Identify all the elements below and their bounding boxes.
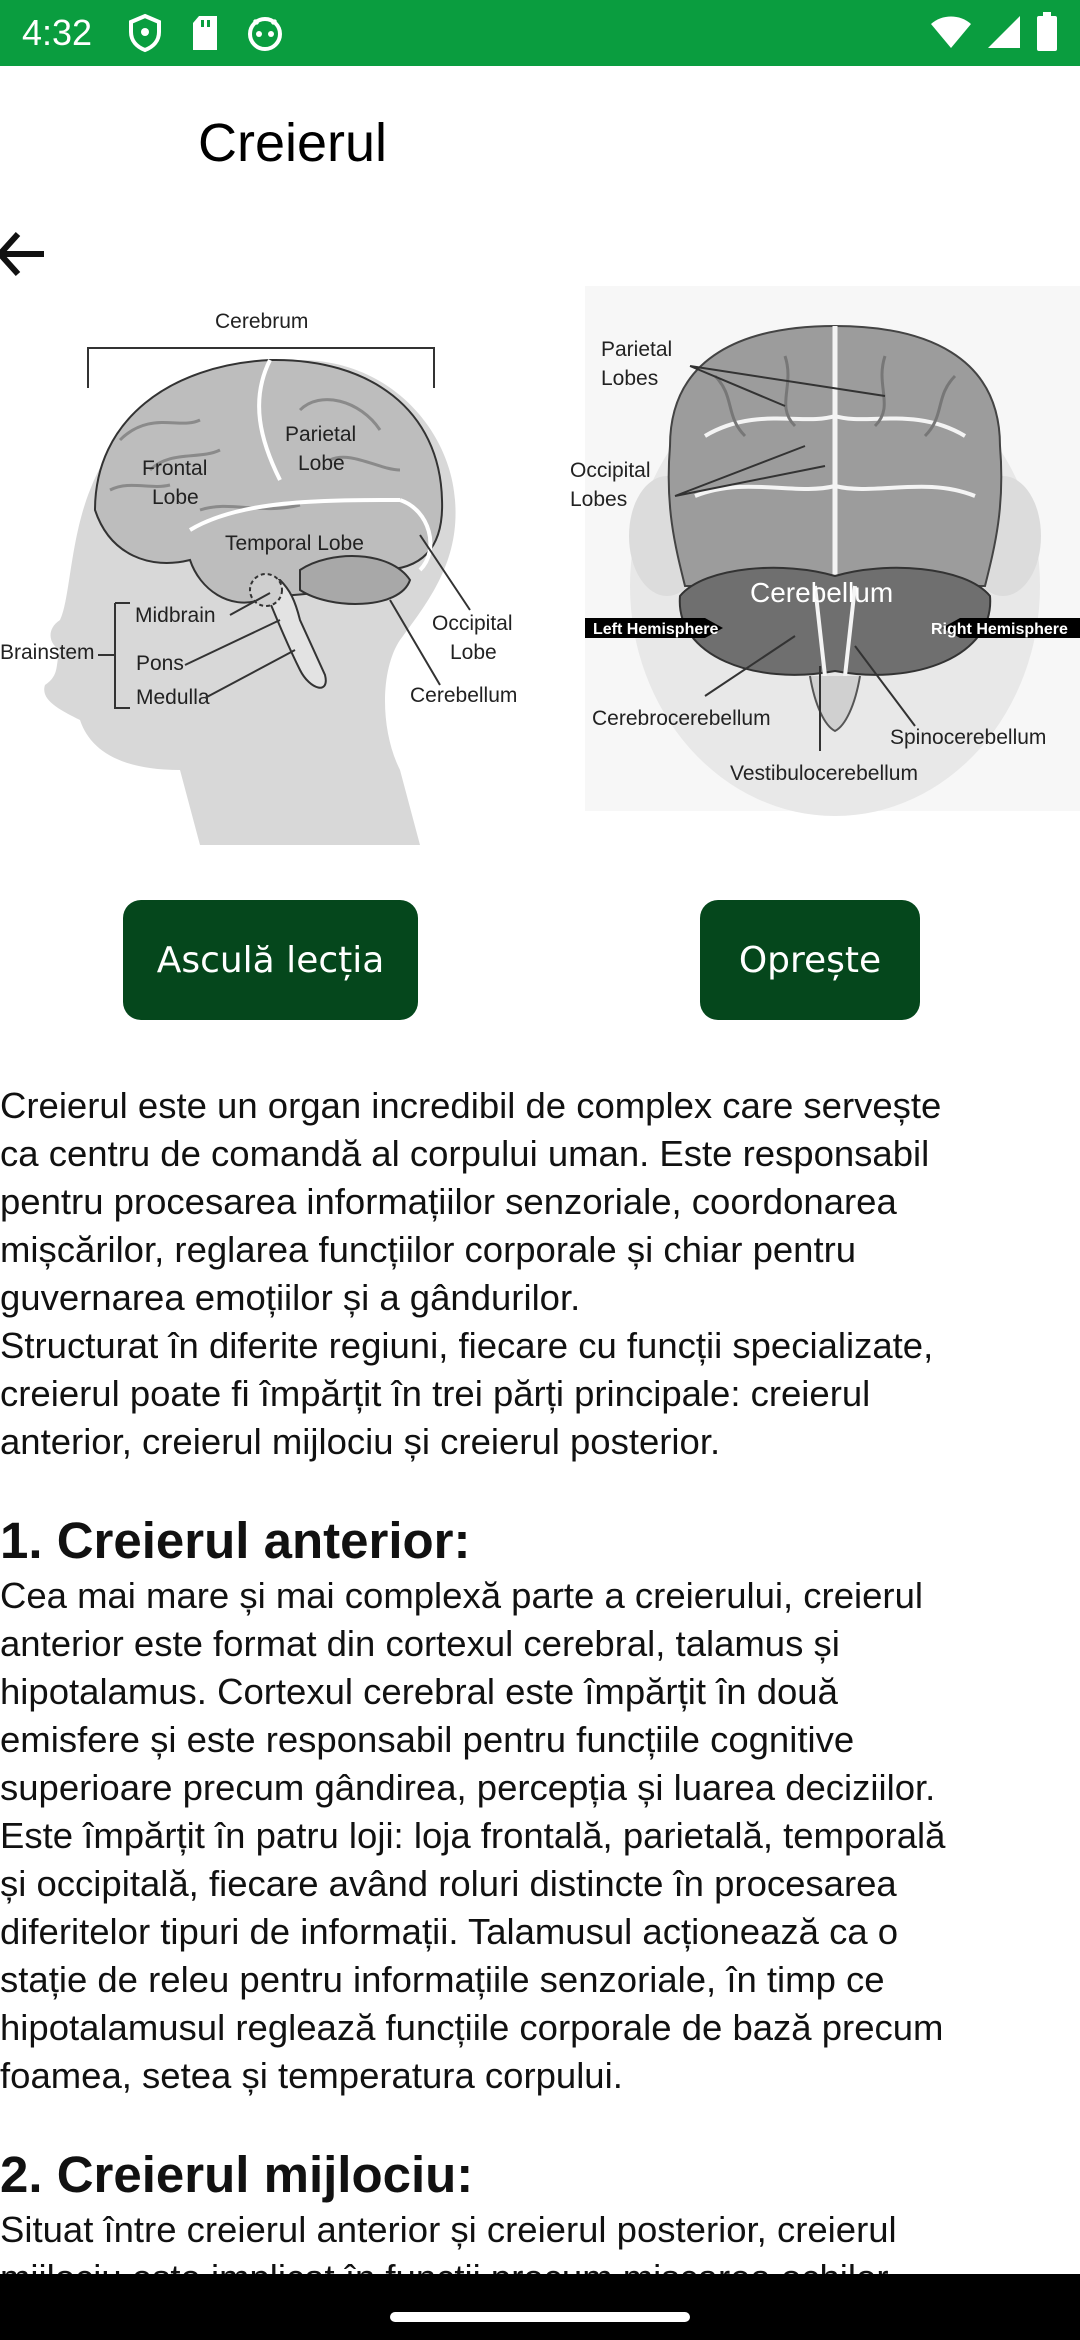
- back-button[interactable]: [0, 216, 60, 292]
- label-parietal-back: Parietal: [601, 338, 673, 361]
- label-spinocerebellum: Spinocerebellum: [890, 726, 1047, 749]
- label-pons: Pons: [136, 652, 184, 675]
- label-vestibulocerebellum: Vestibulocerebellum: [730, 762, 918, 785]
- brain-back-diagram: [570, 286, 1080, 811]
- lesson-content: [0, 1082, 1080, 2274]
- navigation-bar: [0, 2274, 1080, 2340]
- arrow-left-icon: [0, 216, 60, 292]
- label-right-hemisphere: Right Hemisphere: [931, 621, 1068, 638]
- sd-card-icon: [190, 14, 220, 57]
- label-cerebellum: Cerebellum: [410, 684, 518, 707]
- page-title: Creierul: [198, 113, 388, 173]
- battery-icon: [1036, 12, 1058, 57]
- section-1-title: 1. Creierul anterior:: [0, 1512, 471, 1569]
- shield-icon: [128, 14, 162, 57]
- label-occipital-lobe: Lobe: [450, 641, 497, 664]
- brain-side-diagram: [0, 300, 520, 845]
- status-bar: [0, 0, 1080, 66]
- label-cerebellum-back: Cerebellum: [750, 577, 894, 608]
- label-cerebrum: Cerebrum: [215, 310, 309, 333]
- label-cerebrocerebellum: Cerebrocerebellum: [592, 707, 771, 730]
- intro-paragraph: Creierul este un organ incredibil de complex care servește ca centru de comandă al corpului uman. Este responsabil pentru procesarea informațiilor senzoriale, coordonarea mișcărilor, reglarea funcțiilor corporale și chiar pentru guvernarea emoțiilor și a gândurilor. Structurat în diferite regiuni, fiecare cu funcții specializate, creierul poate fi împărțit în trei părți principale: creierul anterior, creierul mijlociu și creierul posterior.: [0, 1085, 942, 1462]
- label-occipital-lobes: Lobes: [570, 488, 628, 511]
- label-medulla: Medulla: [136, 686, 210, 709]
- android-face-icon: [246, 14, 284, 57]
- play-lesson-button[interactable]: Asculă lecția: [123, 900, 418, 1020]
- stop-button[interactable]: Oprește: [700, 900, 920, 1020]
- label-parietal-lobe: Lobe: [298, 452, 345, 475]
- label-occipital: Occipital: [432, 612, 513, 635]
- label-frontal: Frontal: [142, 457, 208, 480]
- label-parietal: Parietal: [285, 423, 357, 446]
- system-icons: [930, 12, 1058, 57]
- status-time: 4:32: [22, 12, 93, 53]
- label-brainstem: Brainstem: [0, 641, 95, 664]
- signal-icon: [986, 14, 1022, 55]
- section-1-paragraph: Cea mai mare și mai complexă parte a creierului, creierul anterior este format din cortexul cerebral, talamus și hipotalamus. Cortexul cerebral este împărțit în două emisfere și este responsabil pentru funcțiile cognitive superioare precum gândirea, percepția și luarea deciziilor. Este împărțit în patru loji: loja frontală, parietală, temporală și occipitală, fiecare având roluri distincte în procesarea diferitelor tipuri de informații. Talamusul acționează ca o stație de releu pentru informațiile senzoriale, în timp ce hipotalamusul reglează funcțiile corporale de bază precum foamea, setea și temperatura corpului.: [0, 1575, 946, 2096]
- label-parietal-lobes: Lobes: [601, 367, 659, 390]
- label-frontal-lobe: Lobe: [152, 486, 199, 509]
- home-gesture-handle[interactable]: [390, 2312, 690, 2322]
- label-temporal: Temporal Lobe: [225, 532, 364, 555]
- wifi-icon: [930, 14, 972, 55]
- label-midbrain: Midbrain: [135, 604, 216, 627]
- section-2-paragraph: Situat între creierul anterior și creierul posterior, creierul: [0, 2209, 897, 2250]
- label-occipital-back: Occipital: [570, 459, 651, 482]
- section-2-title: 2. Creierul mijlociu:: [0, 2146, 474, 2203]
- label-left-hemisphere: Left Hemisphere: [593, 621, 719, 638]
